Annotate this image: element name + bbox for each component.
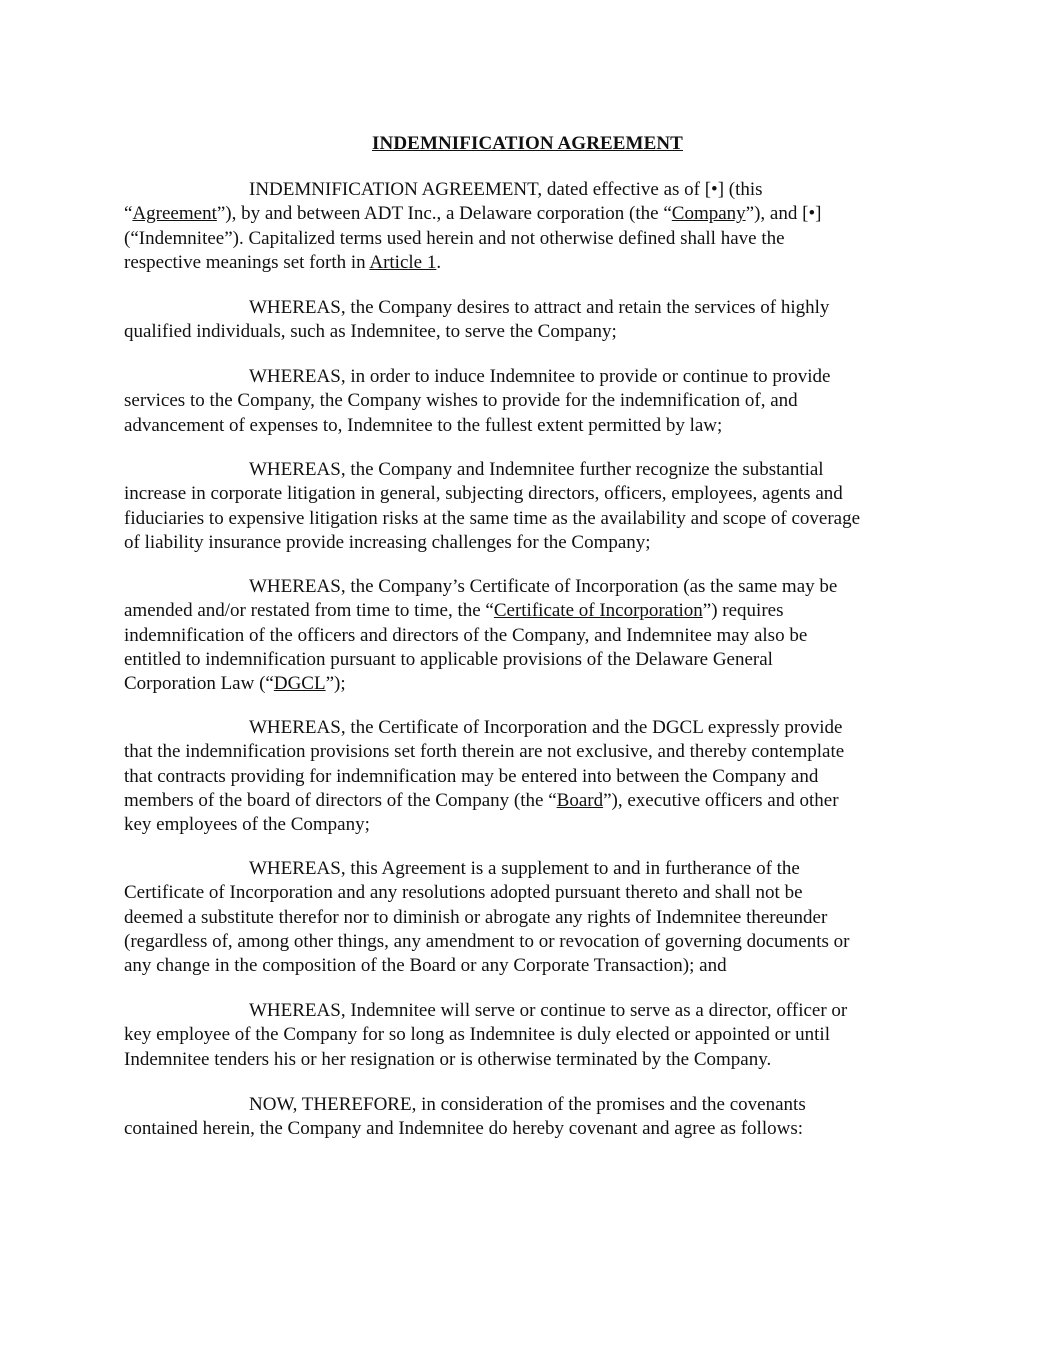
text-line: any change in the composition of the Board or any Corporate Transaction); and	[124, 955, 727, 977]
text-line: “Agreement”), by and between ADT Inc., a Delaware corporation (the “Company”), and [•]	[124, 203, 822, 225]
text-line: NOW, THEREFORE, in consideration of the promises and the covenants	[249, 1094, 806, 1115]
text-line: members of the board of directors of the Company (the “Board”), executive officers and other	[124, 789, 839, 811]
defined-term-certificate: Certificate of Incorporation	[493, 600, 703, 622]
whereas-paragraph-4	[124, 575, 934, 696]
text-line: WHEREAS, the Company desires to attract and retain the services of highly	[249, 297, 830, 318]
intro-paragraph	[124, 178, 934, 275]
article-1-reference: Article 1	[369, 251, 437, 273]
text-line: key employee of the Company for so long as Indemnitee is duly elected or appointed or until	[124, 1024, 830, 1046]
text-line: that the indemnification provisions set forth therein are not exclusive, and thereby contemplate	[124, 741, 845, 763]
text-line: key employees of the Company;	[124, 814, 370, 836]
text-line: services to the Company, the Company wishes to provide for the indemnification of, and	[124, 390, 798, 412]
text-line: deemed a substitute therefor nor to diminish or abrogate any rights of Indemnitee thereunder	[124, 906, 828, 928]
text-line: increase in corporate litigation in general, subjecting directors, officers, employees, agents and	[124, 483, 843, 505]
text-line: indemnification of the officers and directors of the Company, and Indemnitee may also be	[124, 624, 808, 646]
defined-term-dgcl: DGCL	[273, 673, 326, 695]
text-line: entitled to indemnification pursuant to applicable provisions of the Delaware General	[124, 648, 773, 670]
text-line: WHEREAS, the Company’s Certificate of Incorporation (as the same may be	[249, 576, 838, 597]
whereas-paragraph-2	[124, 365, 934, 438]
text-line: qualified individuals, such as Indemnitee, to serve the Company;	[124, 321, 617, 343]
text-line: respective meanings set forth in Article 1.	[124, 251, 442, 273]
defined-term-board: Board	[556, 789, 604, 811]
text-line: Certificate of Incorporation and any resolutions adopted pursuant thereto and shall not be	[124, 882, 803, 904]
text-line: (“Indemnitee”). Capitalized terms used herein and not otherwise defined shall have the	[124, 227, 785, 249]
text-line: fiduciaries to expensive litigation risks at the same time as the availability and scope of coverage	[124, 507, 861, 529]
text-line: advancement of expenses to, Indemnitee to the fullest extent permitted by law;	[124, 414, 723, 436]
text-line: amended and/or restated from time to time, the “Certificate of Incorporation”) requires	[124, 600, 784, 622]
whereas-paragraph-7	[124, 999, 934, 1072]
text-line: that contracts providing for indemnification may be entered into between the Company and	[124, 765, 819, 787]
text-line: WHEREAS, Indemnitee will serve or continue to serve as a director, officer or	[249, 1000, 848, 1021]
whereas-paragraph-5	[124, 716, 934, 837]
defined-term-company: Company	[671, 203, 746, 225]
text-line: WHEREAS, in order to induce Indemnitee to provide or continue to provide	[249, 366, 831, 387]
text-line: WHEREAS, the Certificate of Incorporation and the DGCL expressly provide	[249, 717, 843, 738]
text-line: WHEREAS, this Agreement is a supplement to and in furtherance of the	[249, 858, 800, 879]
text-line: INDEMNIFICATION AGREEMENT, dated effective as of [•] (this	[249, 179, 763, 200]
text-line: Indemnitee tenders his or her resignation or is otherwise terminated by the Company.	[124, 1048, 772, 1070]
whereas-paragraph-3	[124, 458, 934, 555]
document-title: INDEMNIFICATION AGREEMENT	[372, 133, 683, 154]
text-line: of liability insurance provide increasing challenges for the Company;	[124, 531, 651, 553]
text-line: (regardless of, among other things, any amendment to or revocation of governing documents or	[124, 930, 850, 952]
now-therefore-paragraph	[124, 1093, 934, 1142]
text-line: Corporation Law (“DGCL”);	[124, 673, 346, 695]
whereas-paragraph-1	[124, 296, 934, 345]
defined-term-agreement: Agreement	[132, 203, 217, 225]
text-line: WHEREAS, the Company and Indemnitee further recognize the substantial	[249, 459, 824, 480]
whereas-paragraph-6	[124, 857, 934, 978]
text-line: contained herein, the Company and Indemnitee do hereby covenant and agree as follows:	[124, 1118, 804, 1140]
